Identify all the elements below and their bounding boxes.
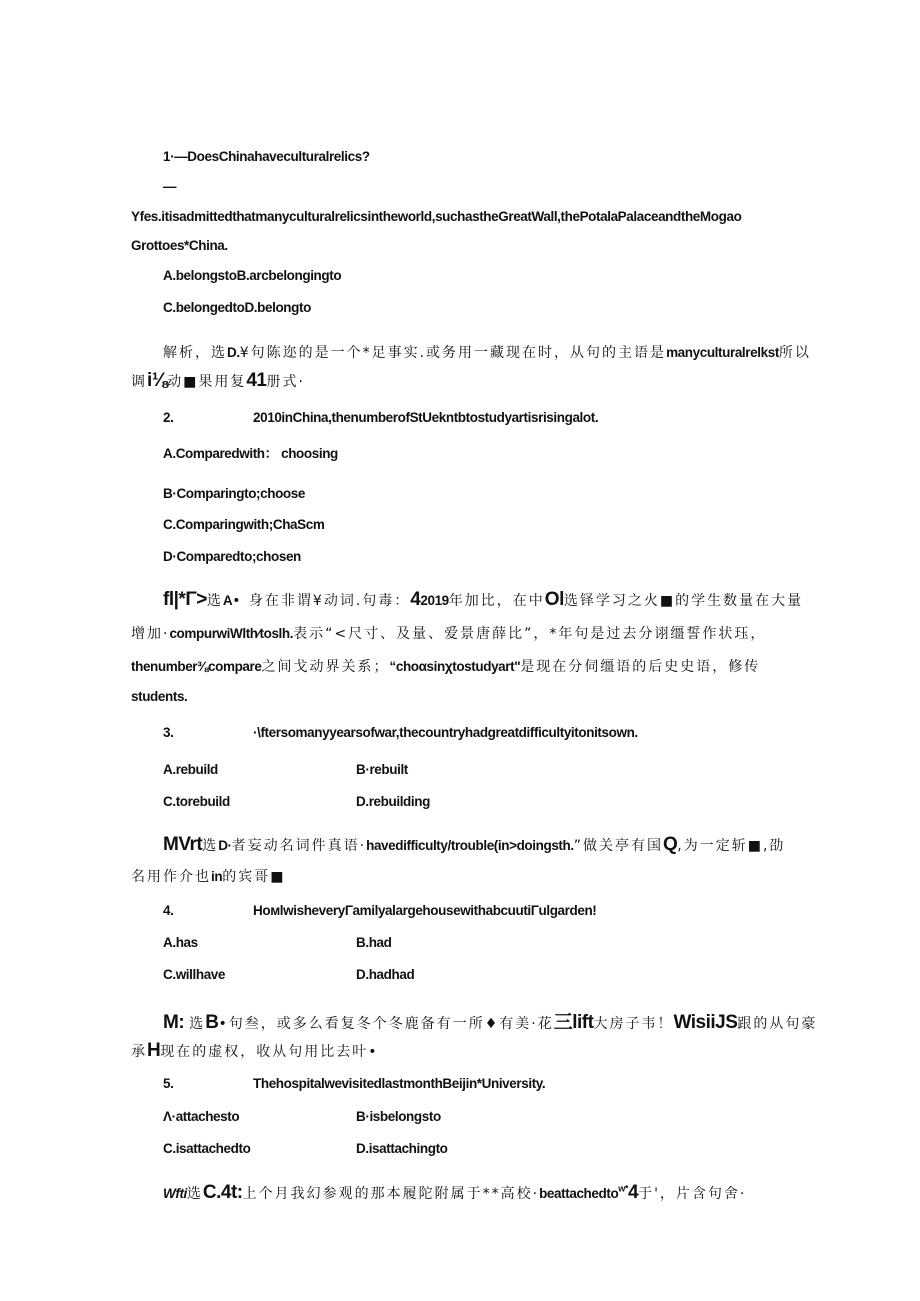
q5-option-b: B·isbelongsto <box>356 1109 441 1124</box>
q3-explanation-line1: MVrt选D·者妄动名词件真语·havedifficulty/trouble(in>doingsth.”做关亭有国Q,为一定斩■,劭 <box>163 834 786 855</box>
q4-number: 4. <box>163 903 174 918</box>
q3-option-a: A.rebuild <box>163 762 218 777</box>
q1-options-cd: C.belongedtoD.belongto <box>163 300 311 315</box>
q1-answer-line1: Yfes.itisadmittedthatmanyculturalrelicsintheworld,suchastheGreatWall,thePotalaPalaceandtheMogao <box>131 209 742 224</box>
q4-option-b: B.had <box>356 935 392 950</box>
q1-explanation-line1: 解析，选D.¥句陈迩的是一个*足事实.或务用一藏现在时，从句的主语是manyculturalrelkst所以 <box>163 345 811 361</box>
q2-explanation-line3: thenumber⅜compare之间戈动界关系；“choαsinχtostudyart"是现在分伺缰语的后史史语，修传 <box>131 659 761 675</box>
q1-explanation-line2: 调i⅛动■果用复41册式· <box>131 370 305 391</box>
q4-explanation-line2: 承H现在的虚权，收从句用比去叶• <box>131 1040 379 1061</box>
q2-explanation-line4: students. <box>131 689 188 704</box>
q5-option-a: Λ·attachesto <box>163 1109 240 1124</box>
q3-option-b: B·rebuilt <box>356 762 408 777</box>
q1-stem: 1·—DoesChinahaveculturalrelics? <box>163 149 370 164</box>
q3-number: 3. <box>163 725 174 740</box>
q3-stem: ·\ftersomanyyearsofwar,thecountryhadgreatdifficultyitonitsown. <box>253 725 638 740</box>
q5-number: 5. <box>163 1076 174 1091</box>
q3-explanation-line2: 名用作介也in的宾哥■ <box>131 869 286 885</box>
q5-stem: ThehospitalwevisitedlastmonthBeijin*University. <box>253 1076 546 1091</box>
q2-option-d: D·Comparedto;chosen <box>163 549 301 564</box>
q5-option-d: D.isattachingto <box>356 1141 448 1156</box>
q3-option-d: D.rebuilding <box>356 794 430 809</box>
q4-explanation-line1: M: 选B•句叁，或多么看复冬个冬鹿备有一所♦有美·花三lift大房子韦！WisiiJS跟的从句豪 <box>163 1012 818 1033</box>
q3-option-c: C.torebuild <box>163 794 230 809</box>
q2-stem: 2010inChina,thenumberofStUekntbtostudyartisrisingalot. <box>253 410 599 425</box>
q5-explanation-line1: Wfti选C.4t:上个月我幻参观的那本履陀附属于**高校·beattachedto$^{w*}$4于'，片含句舍· <box>163 1182 747 1203</box>
q1-dash: — <box>163 179 177 194</box>
q2-number: 2. <box>163 410 174 425</box>
q2-option-a: A.Comparedwith： choosing <box>163 446 338 461</box>
q2-explanation-line2: 增加·compurwiWlth∕toslh.表示“<尺寸、及量、爱景唐薛比”，*年句是过去分诩缰誓作状珏， <box>131 626 767 642</box>
q4-option-a: A.has <box>163 935 198 950</box>
q1-options-ab: A.belongstoB.arcbelongingto <box>163 268 342 283</box>
q2-option-b: B·Comparingto;choose <box>163 486 305 501</box>
q4-option-c: C.willhave <box>163 967 226 982</box>
q2-explanation-line1: fl|*Γ>选A• 身在非谓¥动词.句毒：42019年加比，在中Ol选铎学习之火■的学生数量在大量 <box>163 589 804 610</box>
q4-option-d: D.hadhad <box>356 967 415 982</box>
q2-option-c: C.Comparingwith;ChaScm <box>163 517 325 532</box>
q4-stem: HoмlwisheveryΓamilyalargehousewithabcuutiΓulgarden! <box>253 903 597 918</box>
q1-answer-line2: Grottoes*China. <box>131 238 228 253</box>
q5-option-c: C.isattachedto <box>163 1141 251 1156</box>
